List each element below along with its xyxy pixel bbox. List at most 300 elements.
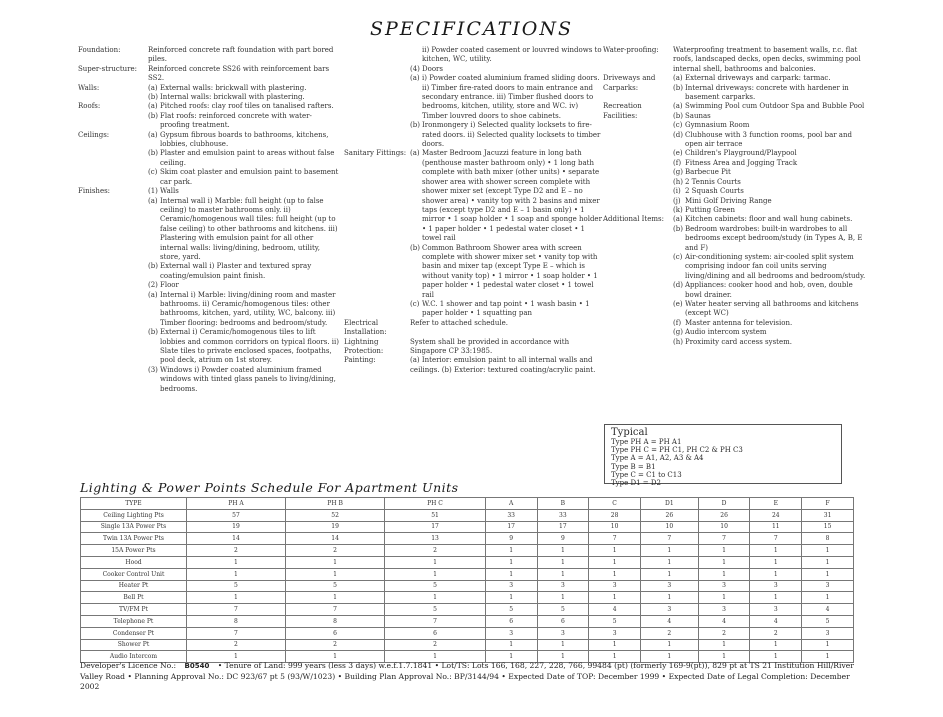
spec-text: Reinforced concrete raft foundation with part bored piles. [148, 46, 334, 64]
item-marker: (d) [673, 130, 683, 139]
table-cell: 1 [640, 651, 698, 663]
spec-item [673, 215, 871, 224]
spec-label: Lightning Protection: [344, 337, 384, 355]
row-label: Audio Intercom [81, 651, 187, 663]
table-cell: 57 [187, 509, 286, 521]
table-row [81, 533, 854, 545]
spec-item [673, 131, 871, 150]
spec-item [410, 300, 602, 319]
spec-body [148, 131, 340, 187]
table-cell: 6 [385, 627, 485, 639]
spec-body [673, 74, 871, 102]
item-marker: (c) [673, 252, 683, 261]
row-label: Condenser Pt [81, 627, 187, 639]
table-cell: 1 [485, 592, 537, 604]
item-text: Ironmongery i) Selected quality locksets to fire-rated doors. ii) Selected quality locksets to timber doors. [422, 121, 601, 149]
table-row [81, 592, 854, 604]
item-text: External walls: brickwall with plastering. [160, 83, 307, 92]
table-cell: 2 [187, 639, 286, 651]
table-cell: 7 [750, 533, 802, 545]
item-marker: (c) [148, 168, 158, 177]
table-cell: 13 [385, 533, 485, 545]
table-cell: 1 [187, 592, 286, 604]
table-cell: 2 [385, 545, 485, 557]
column-header: B [537, 498, 589, 510]
table-cell: 31 [802, 509, 854, 521]
spec-item [673, 112, 871, 121]
spec-item [673, 102, 871, 111]
item-text: External i) Ceramic/homogenous tiles to lift lobbies and common corridors on typical floors. ii) Slate tiles to private enclosed spaces, footpaths, pool deck, atrium on 1st storey. [160, 328, 339, 365]
spec-item [673, 300, 871, 319]
column-header: C [589, 498, 641, 510]
spec-item [673, 84, 871, 103]
table-cell: 1 [537, 592, 589, 604]
spec-body [148, 102, 340, 130]
table-cell: 4 [802, 604, 854, 616]
table-cell: 33 [485, 509, 537, 521]
row-label: Cooker Control Unit [81, 568, 187, 580]
table-cell: 2 [698, 627, 750, 639]
table-cell: 3 [750, 580, 802, 592]
table-cell: 1 [698, 592, 750, 604]
licence-label: Developer's Licence No.: [80, 661, 177, 670]
item-marker: (b) [148, 111, 158, 120]
table-body [81, 509, 854, 662]
item-marker: (b) [148, 262, 158, 271]
spec-item [148, 93, 340, 102]
table-cell: 1 [698, 556, 750, 568]
spec-item [673, 197, 871, 206]
spec-item [410, 121, 602, 149]
row-label: 15A Power Pts [81, 545, 187, 557]
spec-section [344, 149, 602, 318]
spec-body [673, 215, 871, 347]
spec-body [410, 149, 602, 318]
item-marker: (a) [148, 290, 158, 299]
table-cell: 5 [187, 580, 286, 592]
spec-body [148, 46, 340, 65]
item-text: Gymnasium Room [685, 121, 750, 130]
table-cell: 1 [385, 556, 485, 568]
item-marker: (a) [410, 74, 420, 83]
table-cell: 8 [802, 533, 854, 545]
spec-column-3 [603, 46, 871, 347]
table-cell: 5 [537, 604, 589, 616]
item-marker: (b) [410, 121, 420, 130]
footer-notes [80, 661, 870, 693]
table-row [81, 556, 854, 568]
spec-section [78, 131, 340, 187]
column-header: PH C [385, 498, 485, 510]
table-cell: 17 [537, 521, 589, 533]
item-text: External wall i) Plaster and textured spray coating/emulsion paint finish. [160, 262, 312, 280]
table-cell: 1 [385, 651, 485, 663]
table-cell: 5 [485, 604, 537, 616]
item-marker: (4) [410, 64, 420, 73]
item-marker: (b) [673, 111, 683, 120]
item-text: Skim coat plaster and emulsion paint to basement car park. [160, 168, 339, 186]
table-cell: 3 [485, 580, 537, 592]
table-cell: 5 [285, 580, 384, 592]
column-header: PH A [187, 498, 286, 510]
table-cell: 1 [640, 545, 698, 557]
table-cell: 2 [285, 545, 384, 557]
table-row [81, 509, 854, 521]
table-cell: 4 [589, 604, 641, 616]
row-label: Single 13A Power Pts [81, 521, 187, 533]
table-cell: 1 [589, 556, 641, 568]
spec-section [344, 356, 602, 375]
spec-label [344, 46, 410, 149]
table-cell: 1 [485, 545, 537, 557]
item-marker: (i) [673, 187, 681, 196]
item-marker: (a) [410, 149, 420, 158]
item-text: Internal walls: brickwall with plastering. [160, 93, 305, 102]
spec-item [410, 149, 602, 243]
table-cell: 1 [750, 545, 802, 557]
item-marker: (3) [148, 365, 158, 374]
spec-section [603, 215, 871, 347]
table-cell: 3 [640, 604, 698, 616]
typical-line: Type PH A = PH A1 [611, 438, 682, 446]
spec-item [148, 112, 340, 131]
table-cell: 3 [589, 580, 641, 592]
spec-item [148, 168, 340, 187]
spec-section [344, 46, 602, 149]
spec-section [78, 187, 340, 394]
column-header: PH B [285, 498, 384, 510]
item-text: Pitched roofs: clay roof tiles on tanalised rafters. [160, 102, 334, 111]
item-marker: (f) [673, 318, 682, 327]
spec-label: Driveways and Carparks: [603, 74, 656, 92]
table-cell: 7 [640, 533, 698, 545]
typical-line: Type B = B1 [611, 462, 656, 471]
table-cell: 1 [187, 568, 286, 580]
item-text: Windows i) Powder coated aluminium framed windows with tinted glass panels to living/dining, bedrooms. [160, 365, 336, 393]
column-header: E [750, 498, 802, 510]
item-marker: (d) [673, 281, 683, 290]
item-marker: (a) [148, 83, 158, 92]
table-cell: 1 [187, 651, 286, 663]
item-marker: (j) [673, 196, 681, 205]
spec-item [673, 253, 871, 281]
spec-body [410, 356, 602, 375]
table-cell: 1 [537, 568, 589, 580]
table-cell: 51 [385, 509, 485, 521]
table-cell: 1 [802, 639, 854, 651]
table-cell: 17 [485, 521, 537, 533]
item-text: i) Powder coated aluminium framed sliding doors. ii) Timber fire-rated doors to main entrance and secondary entrance. iii) Timber flushed doors to bedrooms, kitchen, utility, store and WC. iv) Timber louvred doors to shoe cabinets. [422, 74, 600, 120]
table-row [81, 639, 854, 651]
table-cell: 15 [802, 521, 854, 533]
table-cell: 14 [285, 533, 384, 545]
table-cell: 6 [285, 627, 384, 639]
spec-item [673, 168, 871, 177]
table-cell: 1 [802, 545, 854, 557]
spec-label: Recreation Facilities: [603, 102, 642, 120]
item-text: Appliances: cooker hood and hob, oven, double bowl drainer. [685, 281, 853, 299]
item-text: Audio intercom system [685, 328, 767, 337]
table-cell: 1 [698, 568, 750, 580]
spec-item [673, 178, 871, 187]
table-cell: 1 [640, 639, 698, 651]
table-cell: 1 [285, 592, 384, 604]
spec-body [410, 338, 602, 357]
table-cell: 2 [750, 627, 802, 639]
spec-item [673, 149, 871, 158]
table-cell: 6 [485, 615, 537, 627]
item-text: Mini Golf Driving Range [685, 196, 772, 205]
table-cell: 1 [385, 568, 485, 580]
table-cell: 1 [537, 556, 589, 568]
spec-label: Super-structure: [78, 64, 137, 73]
table-cell: 1 [698, 545, 750, 557]
schedule-title: Lighting & Power Points Schedule For Apartment Units [80, 480, 459, 495]
item-text: Air-conditioning system: air-cooled split system comprising indoor fan coil units serving living/dining and all bedrooms and bedroom/study. [685, 252, 866, 280]
item-marker: (b) [673, 224, 683, 233]
item-text: W.C. 1 shower and tap point • 1 wash basin • 1 paper holder • 1 squatting pan [422, 299, 590, 318]
spec-item [148, 102, 340, 111]
item-text: Putting Green [685, 205, 736, 214]
table-cell: 7 [187, 627, 286, 639]
item-text: Common Bathroom Shower area with screen complete with shower mixer set • vanity top with basin and mixer tap (except Type E – which is without vanity top) • 1 mirror • 1 soap holder • 1 paper holder • 1 pedestal water closet • 1 towel rail [422, 243, 598, 299]
table-row [81, 580, 854, 592]
table-cell: 1 [802, 568, 854, 580]
item-marker: (c) [410, 299, 420, 308]
table-cell: 1 [750, 639, 802, 651]
table-cell: 3 [750, 604, 802, 616]
licence-number: B0540 [184, 662, 210, 670]
typical-box [604, 424, 842, 488]
table-cell: 2 [285, 639, 384, 651]
footer-text: • Tenure of Land: 999 years (less 3 days) w.e.f.1.7.1841 • Lot/TS: Lots 166, 168, 227, 228, 766, 99484 (pt) (formerly 169-9(pt)), 829 pt at TS 21 Institution Hill/River Valley Road • Planning Approval No.: DC 923/67 pt 5 (93/W/1023) • Building Plan Approval No.: BP/3144/94 • Expected Date of TOP: December 1999 • Expected Date of Legal Completion: December 2002 [80, 661, 854, 691]
spec-column-2 [344, 46, 602, 375]
table-cell: 5 [589, 615, 641, 627]
table-cell: 26 [640, 509, 698, 521]
spec-section [603, 46, 871, 74]
spec-item [673, 338, 871, 347]
table-cell: 10 [698, 521, 750, 533]
item-text: Kitchen cabinets: floor and wall hung cabinets. [685, 215, 853, 224]
table-cell: 1 [385, 592, 485, 604]
table-cell: 3 [485, 627, 537, 639]
spec-item [673, 206, 871, 215]
item-marker: (2) [148, 281, 158, 290]
table-cell: 1 [802, 651, 854, 663]
table-cell: 28 [589, 509, 641, 521]
table-cell: 14 [187, 533, 286, 545]
spec-label: Sanitary Fittings: [344, 149, 407, 158]
row-label: Heater Pt [81, 580, 187, 592]
column-header: D [698, 498, 750, 510]
item-marker: (g) [673, 328, 683, 337]
spec-label: Walls: [78, 83, 100, 92]
table-cell: 1 [750, 568, 802, 580]
item-text: 2 Tennis Courts [685, 177, 741, 186]
spec-section [603, 74, 871, 102]
table-cell: 19 [285, 521, 384, 533]
table-cell: 52 [285, 509, 384, 521]
schedule-table [80, 497, 854, 663]
spec-body [148, 84, 340, 103]
spec-item [148, 281, 340, 290]
table-cell: 2 [187, 545, 286, 557]
typical-line: Type PH C = PH C1, PH C2 & PH C3 [611, 446, 743, 455]
spec-item [673, 319, 871, 328]
spec-body [410, 319, 602, 338]
spec-item [148, 328, 340, 366]
spec-body [410, 46, 602, 149]
item-marker: (h) [673, 177, 683, 186]
spec-text: (a) Interior: emulsion paint to all internal walls and ceilings. (b) Exterior: textured coating/acrylic paint. [410, 356, 596, 374]
table-cell: 1 [589, 592, 641, 604]
spec-section [603, 102, 871, 215]
table-row [81, 627, 854, 639]
column-header: D1 [640, 498, 698, 510]
typical-line: Type A = A1, A2, A3 & A4 [611, 454, 704, 463]
table-cell: 1 [285, 568, 384, 580]
spec-item [673, 121, 871, 130]
spec-text: Reinforced concrete SS26 with reinforcement bars SS2. [148, 64, 330, 83]
item-marker: (a) [673, 215, 683, 224]
item-marker: (1) [148, 187, 158, 196]
table-cell: 7 [187, 604, 286, 616]
item-text: Water heater serving all bathrooms and kitchens (except WC) [685, 299, 859, 318]
column-header: A [485, 498, 537, 510]
table-cell: 6 [537, 615, 589, 627]
item-text: Internal i) Marble: living/dining room and master bathrooms. ii) Ceramic/homogenous tiles: other bathrooms, kitchen, yard, utility, WC, balcony. iii) Timber flooring: bedrooms and bedroom/study. [160, 290, 336, 327]
table-cell: 1 [285, 651, 384, 663]
spec-section [78, 102, 340, 130]
item-text: Master antenna for television. [685, 318, 793, 327]
item-marker: (b) [148, 93, 158, 102]
table-cell: 1 [589, 568, 641, 580]
row-label: Hood [81, 556, 187, 568]
spec-body [148, 187, 340, 394]
table-cell: 7 [589, 533, 641, 545]
spec-item [410, 65, 602, 74]
table-cell: 2 [385, 639, 485, 651]
table-cell: 1 [640, 568, 698, 580]
table-cell: 1 [537, 545, 589, 557]
item-text: Children's Playground/Playpool [685, 149, 797, 158]
item-text: Flat roofs: reinforced concrete with water-proofing treatment. [160, 111, 312, 130]
table-cell: 5 [802, 615, 854, 627]
table-cell: 33 [537, 509, 589, 521]
item-text: Proximity card access system. [685, 337, 792, 346]
table-cell: 3 [802, 580, 854, 592]
item-marker: (h) [673, 337, 683, 346]
table-cell: 1 [589, 545, 641, 557]
item-marker: (f) [673, 158, 682, 167]
item-text: Internal driveways: concrete with hardener in basement carparks. [685, 83, 849, 102]
item-marker [410, 46, 422, 65]
table-cell: 11 [750, 521, 802, 533]
table-cell: 1 [698, 651, 750, 663]
table-header-row [81, 498, 854, 510]
table-cell: 8 [187, 615, 286, 627]
item-text: Gypsum fibrous boards to bathrooms, kitchens, lobbies, clubhouse. [160, 130, 329, 149]
column-header: F [802, 498, 854, 510]
table-cell: 1 [537, 651, 589, 663]
spec-item [148, 262, 340, 281]
table-cell: 1 [485, 556, 537, 568]
table-cell: 1 [187, 556, 286, 568]
spec-item [673, 281, 871, 300]
table-cell: 9 [537, 533, 589, 545]
item-marker: (e) [673, 299, 683, 308]
item-marker: (b) [673, 83, 683, 92]
item-text: Clubhouse with 3 function rooms, pool bar and open air terrace [685, 130, 852, 149]
spec-item [410, 74, 602, 121]
table-cell: 1 [750, 651, 802, 663]
spec-section [78, 46, 340, 65]
spec-section [344, 319, 602, 338]
spec-item [673, 74, 871, 83]
table-cell: 24 [750, 509, 802, 521]
page-title: SPECIFICATIONS [369, 18, 574, 40]
table-cell: 1 [589, 651, 641, 663]
table-cell: 1 [537, 639, 589, 651]
table-cell: 1 [698, 639, 750, 651]
table-row [81, 545, 854, 557]
table-cell: 1 [802, 556, 854, 568]
spec-label: Water-proofing: [603, 46, 659, 54]
spec-text: Refer to attached schedule. [410, 318, 508, 327]
spec-item [673, 187, 871, 196]
spec-item [148, 366, 340, 394]
row-label: Twin 13A Power Pts [81, 533, 187, 545]
item-text: 2 Squash Courts [685, 187, 744, 196]
item-text: Doors [422, 64, 443, 73]
column-header: TYPE [81, 498, 187, 510]
item-marker: (a) [673, 74, 683, 83]
table-cell: 2 [640, 627, 698, 639]
spec-item [410, 46, 602, 65]
spec-label: Painting: [344, 356, 376, 365]
spec-item [148, 197, 340, 263]
item-marker: (b) [148, 149, 158, 158]
table-cell: 7 [285, 604, 384, 616]
typical-line: Type C = C1 to C13 [611, 470, 682, 479]
table-cell: 3 [537, 627, 589, 639]
row-label: Shower Pt [81, 639, 187, 651]
row-label: Telephone Pt [81, 615, 187, 627]
table-cell: 1 [485, 639, 537, 651]
spec-item [673, 225, 871, 253]
table-cell: 1 [485, 651, 537, 663]
spec-body [673, 46, 871, 74]
table-cell: 4 [698, 615, 750, 627]
spec-section [78, 84, 340, 103]
table-cell: 1 [640, 556, 698, 568]
spec-item [148, 291, 340, 329]
item-text: Floor [160, 281, 179, 290]
table-row [81, 521, 854, 533]
spec-text: Waterproofing treatment to basement walls, r.c. flat roofs, landscaped decks, open decks, swimming pool internal shell, bathrooms and balconies. [673, 46, 861, 73]
item-text: Walls [160, 187, 179, 196]
item-marker: (e) [673, 149, 683, 158]
row-label: TV/FM Pt [81, 604, 187, 616]
table-cell: 3 [640, 580, 698, 592]
spec-label: Electrical Installation: [344, 318, 387, 337]
item-marker: (b) [410, 243, 420, 252]
table-cell: 7 [385, 615, 485, 627]
item-text: Barbecue Pit [685, 168, 731, 177]
table-cell: 3 [537, 580, 589, 592]
spec-label: Roofs: [78, 102, 101, 111]
table-cell: 1 [640, 592, 698, 604]
